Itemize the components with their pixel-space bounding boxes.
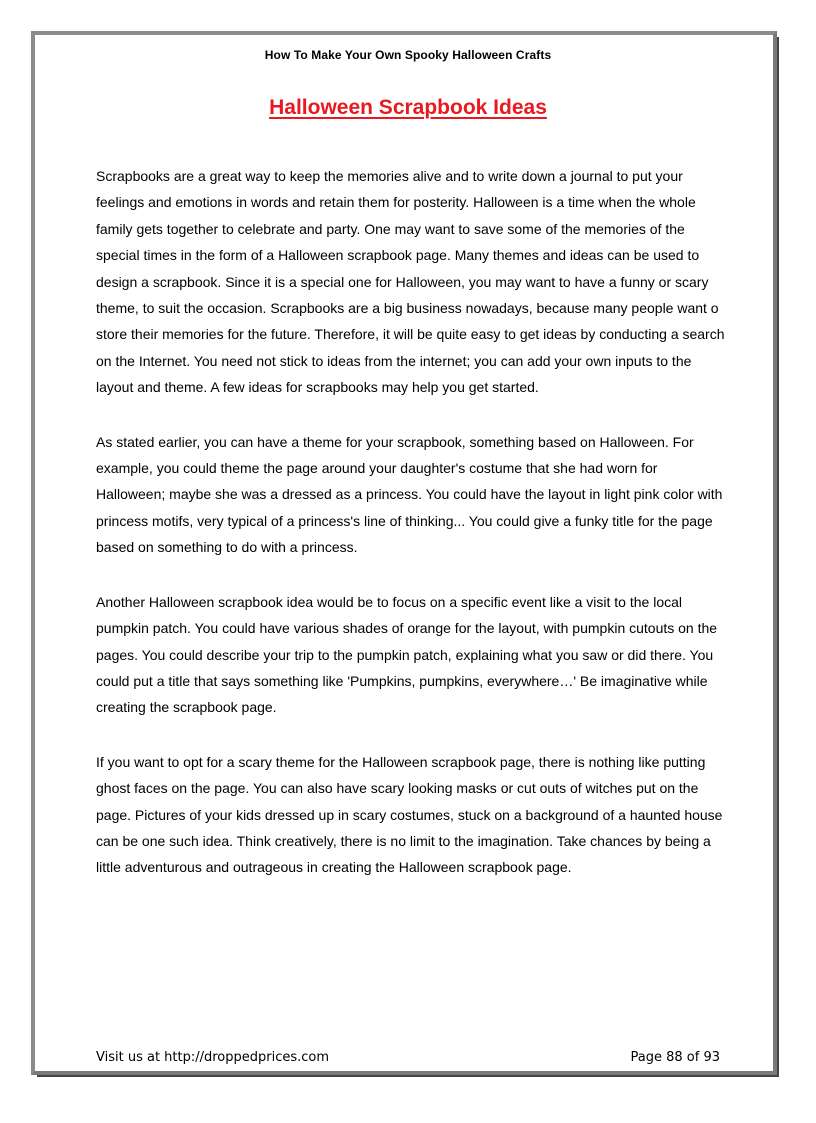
article-body xyxy=(96,163,726,909)
page-title: Halloween Scrapbook Ideas xyxy=(269,96,547,119)
paragraph-2: As stated earlier, you can have a theme for your scrapbook, something based on Halloween. For example, you could theme the page around your daughter's costume that she had worn for Halloween; maybe she was a dressed as a princess. You could have the layout in light pink color with princess motifs, very typical of a princess's line of thinking... You could give a funky title for the page based on something to do with a princess. xyxy=(96,433,723,556)
paragraph-4: If you want to opt for a scary theme for the Halloween scrapbook page, there is nothing like putting ghost faces on the page. You can also have scary looking masks or cut outs of witches put on the page. Pictures of your kids dressed up in scary costumes, stuck on a background of a haunted house can be one such idea. Think creatively, there is no limit to the imagination. Take chances by being a little adventurous and outrageous in creating the Halloween scrapbook page. xyxy=(96,753,723,876)
paragraph-1: Scrapbooks are a great way to keep the memories alive and to write down a journal to put your feelings and emotions in words and retain them for posterity. Halloween is a time when the whole family gets together to celebrate and party. One may want to save some of the memories of the special times in the form of a Halloween scrapbook page. Many themes and ideas can be used to design a scrapbook. Since it is a special one for Halloween, you may want to have a funny or scary theme, to suit the occasion. Scrapbooks are a big business nowadays, because many people want o store their memories for the future. Therefore, it will be quite easy to get ideas by conducting a search on the Internet. You need not stick to ideas from the internet; you can add your own inputs to the layout and theme. A few ideas for scrapbooks may help you get started. xyxy=(96,168,725,396)
running-header: How To Make Your Own Spooky Halloween Crafts xyxy=(264,48,552,62)
paragraph-3: Another Halloween scrapbook idea would be to focus on a specific event like a visit to the local pumpkin patch. You could have various shades of orange for the layout, with pumpkin cutouts on the pages. You could describe your trip to the pumpkin patch, explaining what you saw or did there. You could put a title that says something like 'Pumpkins, pumpkins, everywhere…' Be imaginative while creating the scrapbook page. xyxy=(96,593,718,716)
page-number: Page 88 of 93 xyxy=(630,1050,720,1065)
footer-website-link[interactable]: Visit us at http://droppedprices.com xyxy=(96,1050,330,1065)
